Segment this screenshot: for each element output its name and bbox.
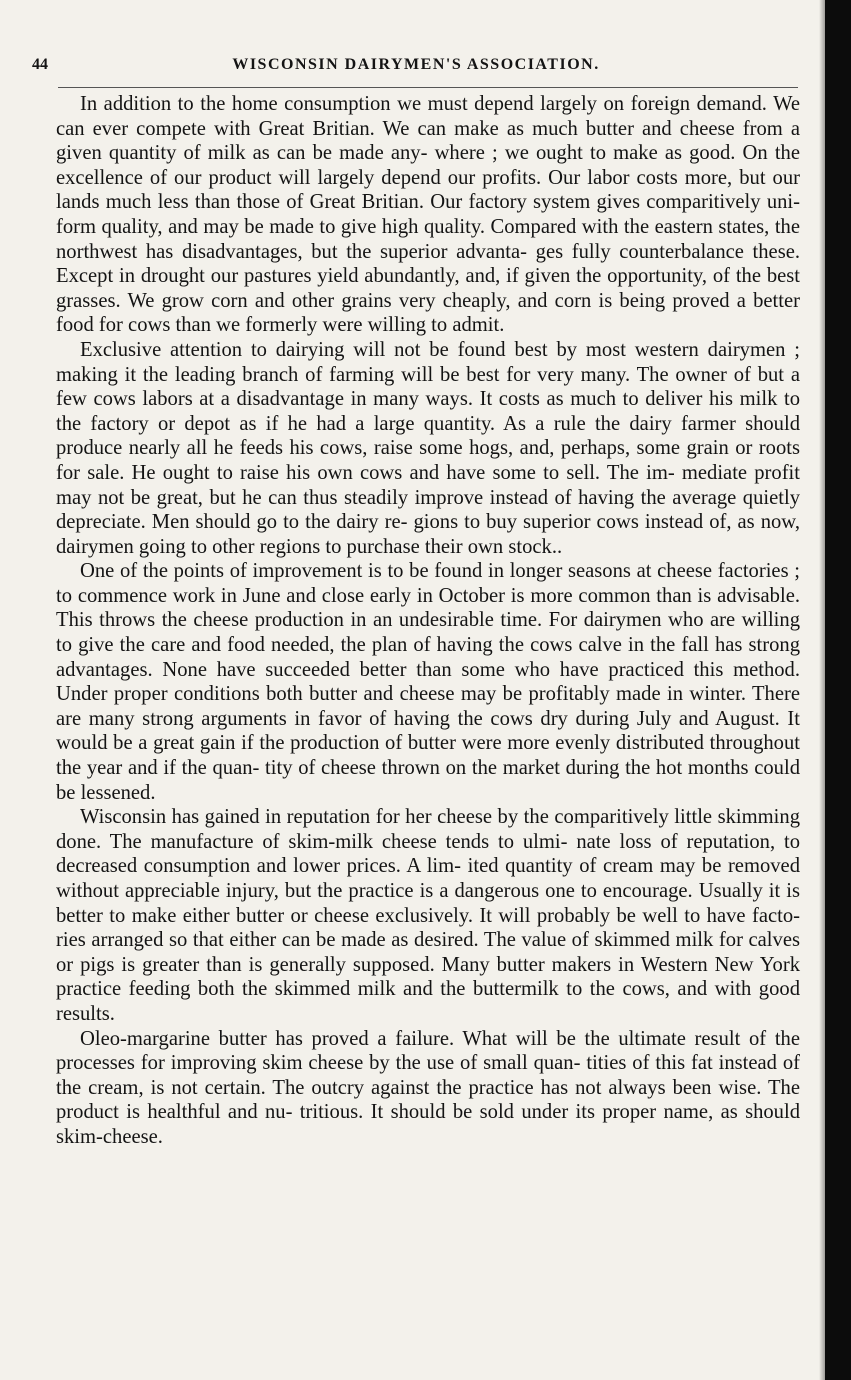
body-text (56, 92, 800, 1150)
paragraph-skimming: Wisconsin has gained in reputation for her cheese by the comparitively little skimming done. The manufacture of skim-milk cheese tends to ulmi- nate loss of reputation, to decreased consumption and lower prices. A lim- ited quantity of cream may be removed without appreciable injury, but the practice is a dangerous one to encourage. Usually it is better to make either butter or cheese exclusively. It will probably be well to have facto- ries arranged so that either can be made as desired. The value of skimmed milk for calves or pigs is greater than is generally supposed. Many butter makers in Western New York practice feeding both the skimmed milk and the buttermilk to the cows, and with good results. (56, 806, 800, 1025)
page-number: 44 (32, 56, 48, 73)
header-rule (58, 87, 798, 88)
paragraph-oleo-margarine: Oleo-margarine butter has proved a failure. What will be the ultimate result of the processes for improving skim cheese by the use of small quan- tities of this fat instead of the cream, is not certain. The outcry against the practice has not always been wise. The product is healthful and nu- tritious. It should be sold under its proper name, as should skim-cheese. (56, 1027, 800, 1148)
paragraph-longer-seasons: One of the points of improvement is to be found in longer seasons at cheese factories ; to commence work in June and close early in October is more common than is advisable. This throws the cheese production in an undesirable time. For dairymen who are willing to give the care and food needed, the plan of having the cows calve in the fall has strong advantages. None have succeeded better than some who have practiced this method. Under proper conditions both butter and cheese may be profitably made in winter. There are many strong arguments in favor of having the cows dry during July and August. It would be a great gain if the production of butter were more evenly distributed throughout the year and if the quan- tity of cheese thrown on the market during the hot months could be lessened. (56, 560, 800, 804)
book-spine (825, 0, 851, 1380)
page-header (32, 56, 800, 82)
paragraph-foreign-demand: In addition to the home consumption we must depend largely on foreign demand. We can ever compete with Great Britian. We can make as much butter and cheese from a given quantity of milk as can be made any- where ; we ought to make as good. On the excellence of our product will largely depend our profits. Our labor costs more, but our lands much less than those of Great Britian. Our factory system gives comparitively uni- form quality, and may be made to give high quality. Compared with the eastern states, the northwest has disadvantages, but the superior advanta- ges fully counterbalance these. Except in drought our pastures yield abundantly, and, if given the opportunity, of the best grasses. We grow corn and other grains very cheaply, and corn is being proved a better food for cows than we formerly were willing to admit. (56, 93, 800, 337)
running-title: WISCONSIN DAIRYMEN'S ASSOCIATION. (232, 56, 600, 73)
paragraph-exclusive-dairying: Exclusive attention to dairying will not be found best by most western dairymen ; making it the leading branch of farming will be best for very many. The owner of but a few cows labors at a disadvantage in many ways. It costs as much to deliver his milk to the factory or depot as if he had a large quantity. As a rule the dairy farmer should produce nearly all he feeds his cows, raise some hogs, and, perhaps, some grain or roots for sale. He ought to raise his own cows and have some to sell. The im- mediate profit may not be great, but he can thus steadily improve instead of having the average quietly depreciate. Men should go to the dairy re- gions to buy superior cows instead of, as now, dairymen going to other regions to purchase their own stock.. (56, 338, 800, 558)
